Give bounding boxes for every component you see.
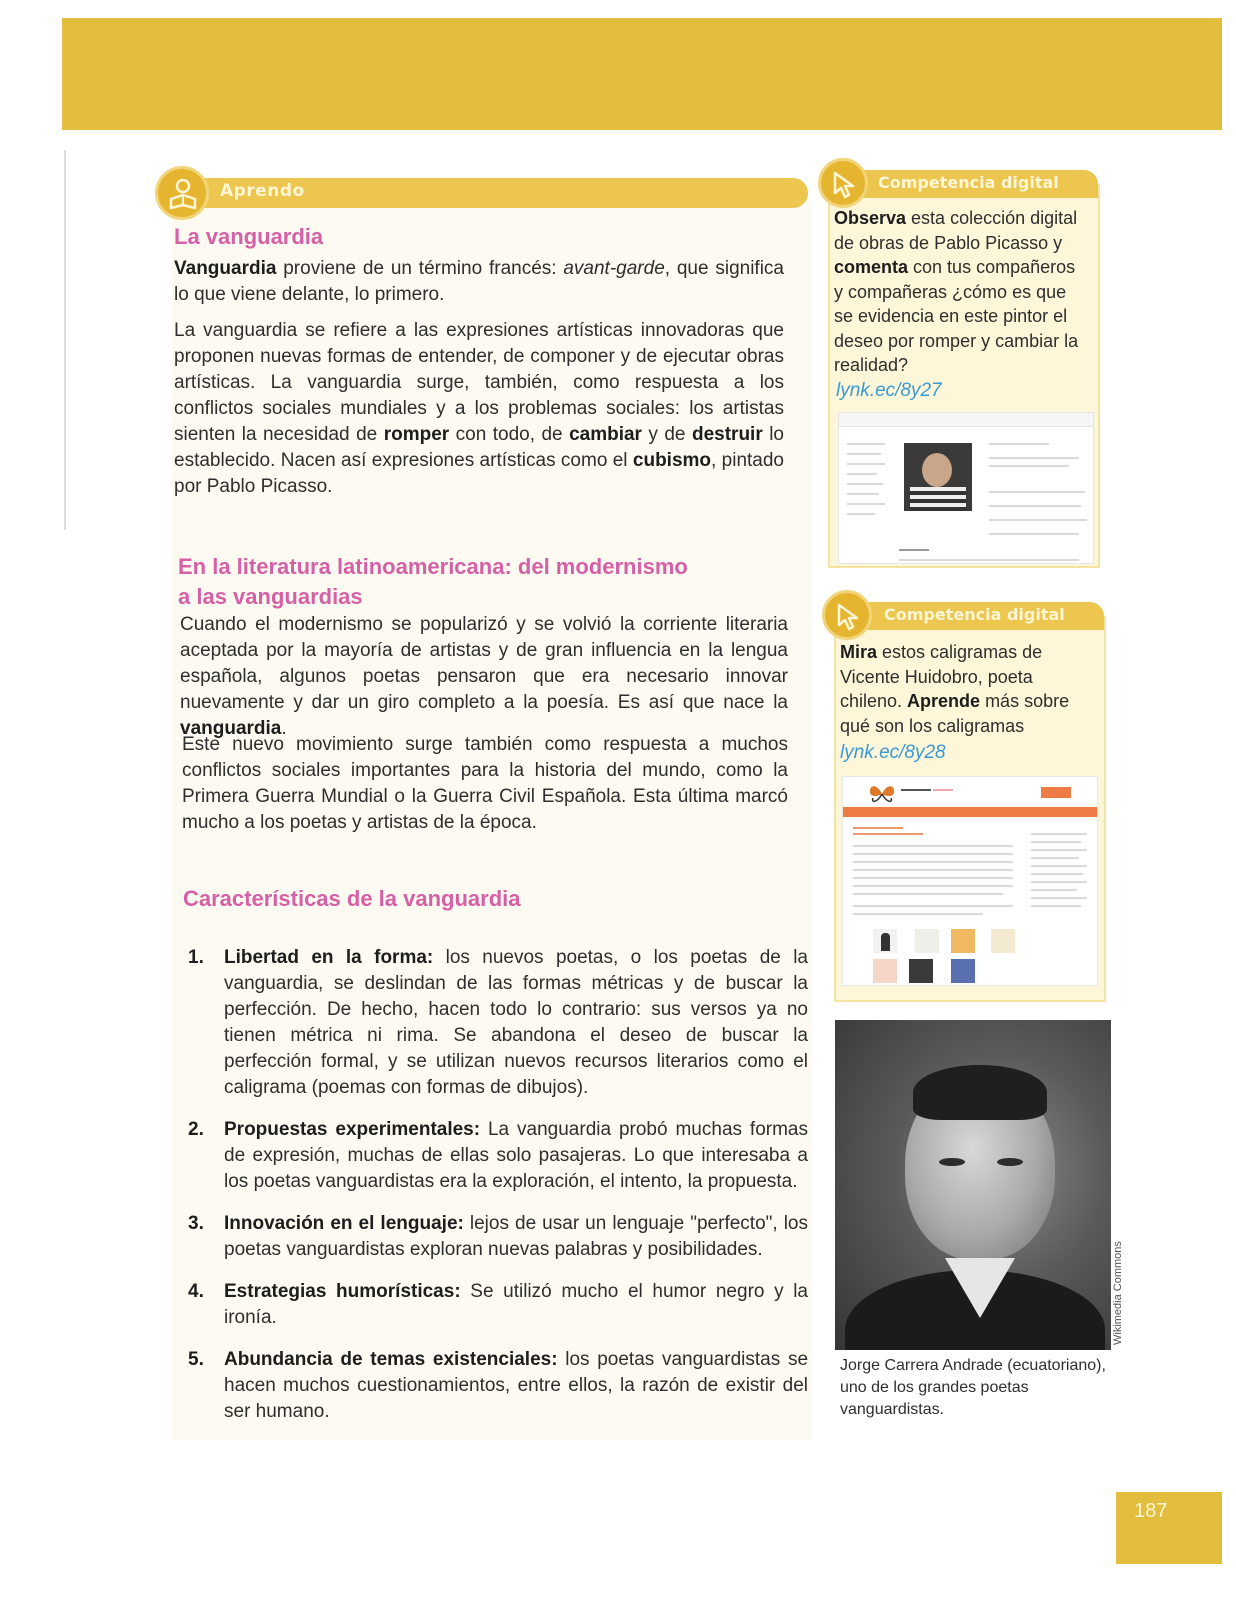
list-item-text: los nuevos poetas, o los poetas de la vanguardia, se deslindan de las formas métricas y de buscar la perfección. De hecho, hacen todo lo contrario: sus versos ya no tienen métrica ni rima. Se abandona el deseo de buscar la perfección formal, y se utilizan nuevos recursos literarios como el caligrama (poemas con formas de dibujos). bbox=[224, 947, 808, 1098]
list-item-term: Innovación en el lenguaje: bbox=[224, 1213, 464, 1234]
section-title-literatura-line1: En la literatura latinoamericana: del modernismo bbox=[178, 554, 688, 579]
paragraph-movimiento: Este nuevo movimiento surge también como respuesta a muchos conflictos sociales importantes para la historia del mundo, como la Primera Guerra Mundial o la Guerra Civil Española. Esta última marcó mucho a los poetas y artistas de la época. bbox=[182, 734, 788, 833]
list-item-text: lejos de usar un lenguaje "perfecto", los poetas vanguardistas exploran nuevas palabras y posibilidades. bbox=[224, 1213, 809, 1260]
list-item-number: 1. bbox=[188, 947, 204, 968]
memoria-chilena-screenshot bbox=[842, 776, 1098, 986]
competencia-header-2 bbox=[836, 602, 1104, 630]
list-item-term: Propuestas experimentales: bbox=[224, 1119, 481, 1140]
competencia-label-2: Competencia digital bbox=[884, 605, 1065, 624]
paragraph-vanguardia-origen: Vanguardia proviene de un término francés: avant-garde, que significa lo que viene delante, lo primero. bbox=[174, 258, 785, 305]
paragraph-modernismo: Cuando el modernismo se popularizó y se volvió la corriente literaria aceptada por la mayoría de artistas y de gran influencia en la lengua española, algunos poetas pensaron que era necesario innovar nuevamente y dar un giro completo a la poesía. Es así que nace la vanguardia. bbox=[180, 614, 788, 739]
list-item-text: La vanguardia probó muchas formas de expresión, muchas de ellas solo pasajeras. Lo que interesaba a los poetas vanguardistas era la exploración, el intento, la propuesta. bbox=[224, 1119, 808, 1192]
list-item-number: 4. bbox=[188, 1281, 204, 1302]
aprendo-header bbox=[172, 178, 808, 208]
list-item-number: 2. bbox=[188, 1119, 204, 1140]
list-item-number: 5. bbox=[188, 1349, 204, 1370]
list-item bbox=[188, 945, 808, 1101]
list-item bbox=[188, 1279, 808, 1331]
list-item-number: 3. bbox=[188, 1213, 204, 1234]
list-item-text: Se utilizó mucho el humor negro y la ironía. bbox=[224, 1281, 808, 1328]
section-title-la-vanguardia: La vanguardia bbox=[174, 224, 324, 249]
page-number-tab bbox=[1116, 1492, 1222, 1564]
photo-credit: Wikimedia Commons bbox=[1112, 1241, 1124, 1345]
cursor-icon bbox=[818, 158, 868, 208]
section-title-caracteristicas: Características de la vanguardia bbox=[183, 886, 521, 911]
screenshot-nav-bar bbox=[843, 807, 1097, 817]
list-item bbox=[188, 1211, 808, 1263]
photo-caption: Jorge Carrera Andrade (ecuatoriano), uno de los grandes poetas vanguardistas. bbox=[840, 1357, 1106, 1418]
competencia-label-1: Competencia digital bbox=[878, 173, 1059, 192]
top-color-band bbox=[62, 18, 1222, 130]
cursor-icon bbox=[822, 590, 872, 640]
picasso-screenshot bbox=[838, 412, 1094, 564]
list-item-term: Libertad en la forma: bbox=[224, 947, 434, 968]
competencia-header-1 bbox=[830, 170, 1098, 198]
list-item-term: Estrategias humorísticas: bbox=[224, 1281, 461, 1302]
aprendo-icon bbox=[155, 166, 209, 220]
list-item-text: los poetas vanguardistas se hacen muchos cuestionamientos, entre ellos, la razón de existir del ser humano. bbox=[224, 1349, 809, 1422]
link-8y27[interactable]: lynk.ec/8y27 bbox=[836, 380, 942, 401]
screenshot-toolbar bbox=[839, 413, 1093, 427]
link-8y28[interactable]: lynk.ec/8y28 bbox=[840, 742, 946, 763]
picasso-portrait bbox=[904, 443, 972, 511]
section-title-literatura-line2: a las vanguardias bbox=[178, 584, 363, 609]
page-number: 187 bbox=[1134, 1500, 1168, 1522]
paragraph-vanguardia-definicion: La vanguardia se refiere a las expresiones artísticas innovadoras que proponen nuevas formas de entender, de componer y de ejecutar obras artísticas. La vanguardia surge, también, como respuesta a los conflictos sociales mundiales y a los problemas sociales: los artistas sienten la necesidad de romper con todo, de cambiar y de destruir lo establecido. Nacen así expresiones artísticas como el cubismo, pintado por Pablo Picasso. bbox=[174, 320, 784, 497]
aprendo-label: Aprendo bbox=[220, 181, 305, 201]
section-title-literatura bbox=[178, 552, 688, 612]
butterfly-icon bbox=[867, 783, 897, 805]
author-photo bbox=[835, 1020, 1111, 1350]
list-item bbox=[188, 1117, 808, 1195]
search-button bbox=[1041, 787, 1071, 798]
competencia-text-2: Mira estos caligramas de Vicente Huidobro, poeta chileno. Aprende más sobre qué son los caligramas bbox=[840, 642, 1070, 736]
list-item-term: Abundancia de temas existenciales: bbox=[224, 1349, 558, 1370]
page-edge-line bbox=[64, 150, 66, 530]
list-item bbox=[188, 1347, 808, 1425]
competencia-text-1: Observa esta colección digital de obras de Pablo Picasso y comenta con tus compañeros y compañeras ¿cómo es que se evidencia en este pintor el deseo por romper y cambiar la realidad? bbox=[834, 208, 1079, 375]
caracteristicas-list bbox=[188, 945, 808, 1441]
